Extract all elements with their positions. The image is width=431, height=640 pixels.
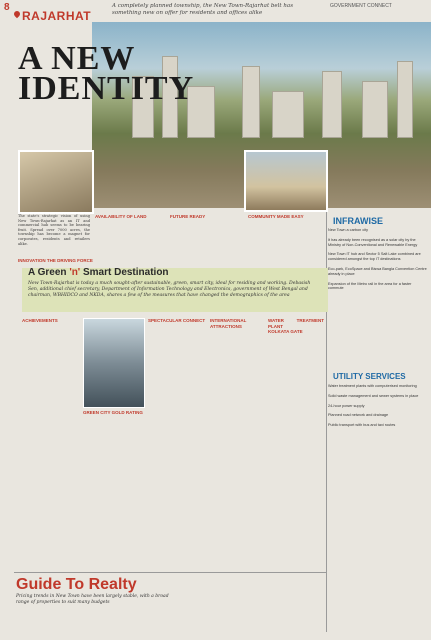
section-title: RAJARHAT — [22, 9, 92, 23]
list-item: Eco-park, EcoSpace and Biswa Bangla Convention Centre already in place — [328, 266, 427, 276]
article-col-2 — [95, 214, 165, 264]
realty-body — [180, 596, 326, 636]
tower-photo — [83, 318, 145, 408]
subhead-water: WATER TREATMENT PLANT — [268, 318, 324, 329]
smart-destination-title — [28, 267, 169, 278]
article-intro: The state's strategic vision of using New Town-Rajarhat as an IT and commercial hub seems to be bearing fruit. Spread over 7000 acres, the township has become a magnet for corporates, residents and retailers alike. — [18, 214, 90, 246]
smart-title-part-2: Smart Destination — [82, 267, 169, 278]
article-col-3 — [170, 214, 244, 264]
realty-title: Guide To Realty — [16, 576, 137, 593]
list-item: It has already been recognised as a solar city by the Ministry of Non-Conventional and Renewable Energy — [328, 237, 418, 247]
subhead-innovation: INNOVATION THE DRIVING FORCE — [18, 258, 93, 263]
title-line-2: IDENTITY — [18, 70, 195, 107]
interior-photo — [18, 150, 94, 214]
smart-destination-lede: New Town-Rajarhat is today a much sought-after sustainable, green, smart city, ideal for residing and working. Debasish Sen, additional chief secretary, Department of Information Technology and Electronics, government of West Bengal and chairman, WBHIDCO and NKDA, shares a few of the measures that have changed the demographics of the area — [28, 281, 311, 298]
realty-lede: Pricing trends in New Town have been largely stable, with a broad range of properties to suit many budgets — [16, 594, 169, 605]
smart-col-2 — [83, 410, 143, 570]
smart-col-4 — [210, 318, 266, 568]
subhead-achievements: ACHIEVEMENTS — [22, 318, 58, 323]
subhead-gold-rating: GREEN CITY GOLD RATING — [83, 410, 143, 415]
list-item: New Town IT hub and Sector 5 Salt Lake combined are considered amongst the top IT destinations — [328, 252, 421, 262]
section-tagline: A completely planned township, the New Town-Rajarhat belt has something new on offer for residents and offices alike — [112, 3, 294, 16]
smart-title-separator: 'n' — [69, 267, 81, 278]
gate-photo — [244, 150, 328, 212]
list-item: 24-hour power supply — [328, 403, 365, 408]
article-title — [18, 40, 195, 107]
list-item: Planned road network and drainage — [328, 413, 389, 418]
list-item: Public transport with bus and taxi routes — [328, 423, 396, 428]
subhead-future: FUTURE READY — [170, 214, 206, 219]
page-number: 8 — [4, 2, 10, 13]
utility-list — [328, 384, 428, 428]
section-divider — [14, 572, 326, 573]
location-pin-icon — [13, 10, 21, 18]
masthead: GOVERNMENT CONNECT — [330, 3, 392, 9]
infrawise-title: INFRAWISE — [333, 216, 384, 226]
subhead-land: AVAILABILITY OF LAND — [95, 214, 147, 219]
title-line-1: A NEW — [18, 40, 136, 77]
smart-col-1 — [22, 318, 80, 568]
list-item: Expansion of the Metro rail in the area for a faster commute — [328, 281, 412, 291]
smart-col-3 — [148, 318, 206, 568]
article-col-4 — [248, 214, 324, 264]
list-item: Water treatment plants with computerised monitoring — [328, 384, 417, 388]
infrawise-list — [328, 228, 428, 291]
list-item: Solid waste management and sewer systems in place — [328, 393, 419, 398]
subhead-connect: SPECTACULAR CONNECT — [148, 318, 206, 323]
utility-title: UTILITY SERVICES — [333, 372, 406, 381]
smart-col-5 — [268, 318, 324, 568]
subhead-kolkata-gate: KOLKATA GATE — [268, 329, 303, 335]
list-item: New Town a carbon city — [328, 228, 369, 232]
smart-title-part-1: A Green — [28, 267, 67, 278]
subhead-community: COMMUNITY MADE EASY — [248, 214, 304, 219]
subhead-international: INTERNATIONAL ATTRACTIONS — [210, 318, 247, 329]
